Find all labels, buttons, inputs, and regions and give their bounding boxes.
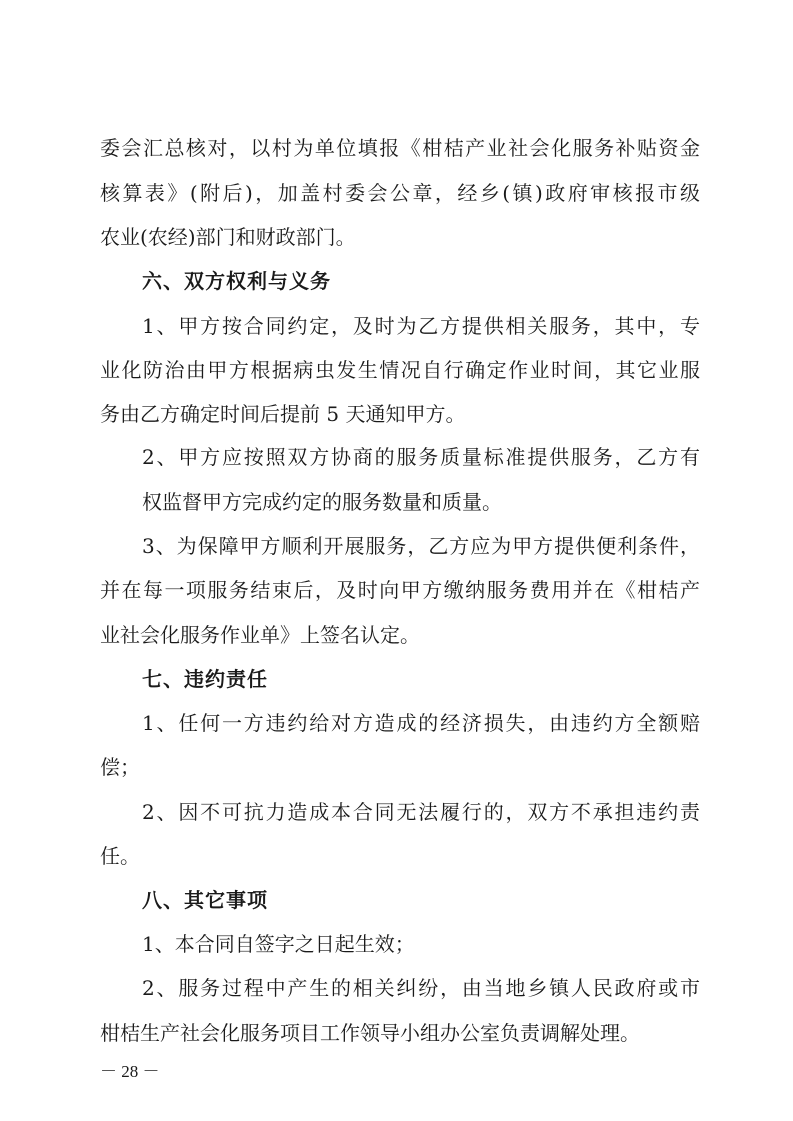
paragraph-line: 2、因不可抗力造成本合同无法履行的，双方不承担违约责 xyxy=(142,800,700,824)
paragraph-line: 务由乙方确定时间后提前 5 天通知甲方。 xyxy=(100,402,466,426)
paragraph-line: 并在每一项服务结束后，及时向甲方缴纳服务费用并在《柑桔产 xyxy=(100,578,700,602)
paragraph-line: 偿； xyxy=(100,755,140,779)
paragraph-line: 核算表》(附后)，加盖村委会公章，经乡(镇)政府审核报市级 xyxy=(100,181,700,205)
paragraph-line: 业化防治由甲方根据病虫发生情况自行确定作业时间，其它业服 xyxy=(100,358,700,382)
section-heading-rights-obligations: 六、双方权利与义务 xyxy=(142,269,331,293)
section-heading-liability: 七、违约责任 xyxy=(142,667,268,691)
paragraph-line: 业社会化服务作业单》上签名认定。 xyxy=(100,623,420,647)
paragraph-line: 1、本合同自签字之日起生效； xyxy=(142,932,415,956)
section-heading-other-matters: 八、其它事项 xyxy=(142,888,268,912)
paragraph-line: 1、甲方按合同约定，及时为乙方提供相关服务，其中，专 xyxy=(142,314,700,338)
paragraph-line: 委会汇总核对，以村为单位填报《柑桔产业社会化服务补贴资金 xyxy=(100,136,700,160)
paragraph-line: 3、为保障甲方顺利开展服务，乙方应为甲方提供便利条件， xyxy=(142,534,700,558)
paragraph-line: 2、甲方应按照双方协商的服务质量标准提供服务，乙方有 xyxy=(142,445,700,469)
paragraph-line: 1、任何一方违约给对方造成的经济损失，由违约方全额赔 xyxy=(142,711,700,735)
paragraph-line: 农业(农经)部门和财政部门。 xyxy=(100,225,356,249)
paragraph-line: 权监督甲方完成约定的服务数量和质量。 xyxy=(142,490,502,514)
page-number: － 28 － xyxy=(100,1062,160,1081)
paragraph-line: 任。 xyxy=(100,844,140,868)
paragraph-line: 2、服务过程中产生的相关纠纷，由当地乡镇人民政府或市 xyxy=(142,976,700,1000)
paragraph-line: 柑桔生产社会化服务项目工作领导小组办公室负责调解处理。 xyxy=(100,1021,640,1045)
